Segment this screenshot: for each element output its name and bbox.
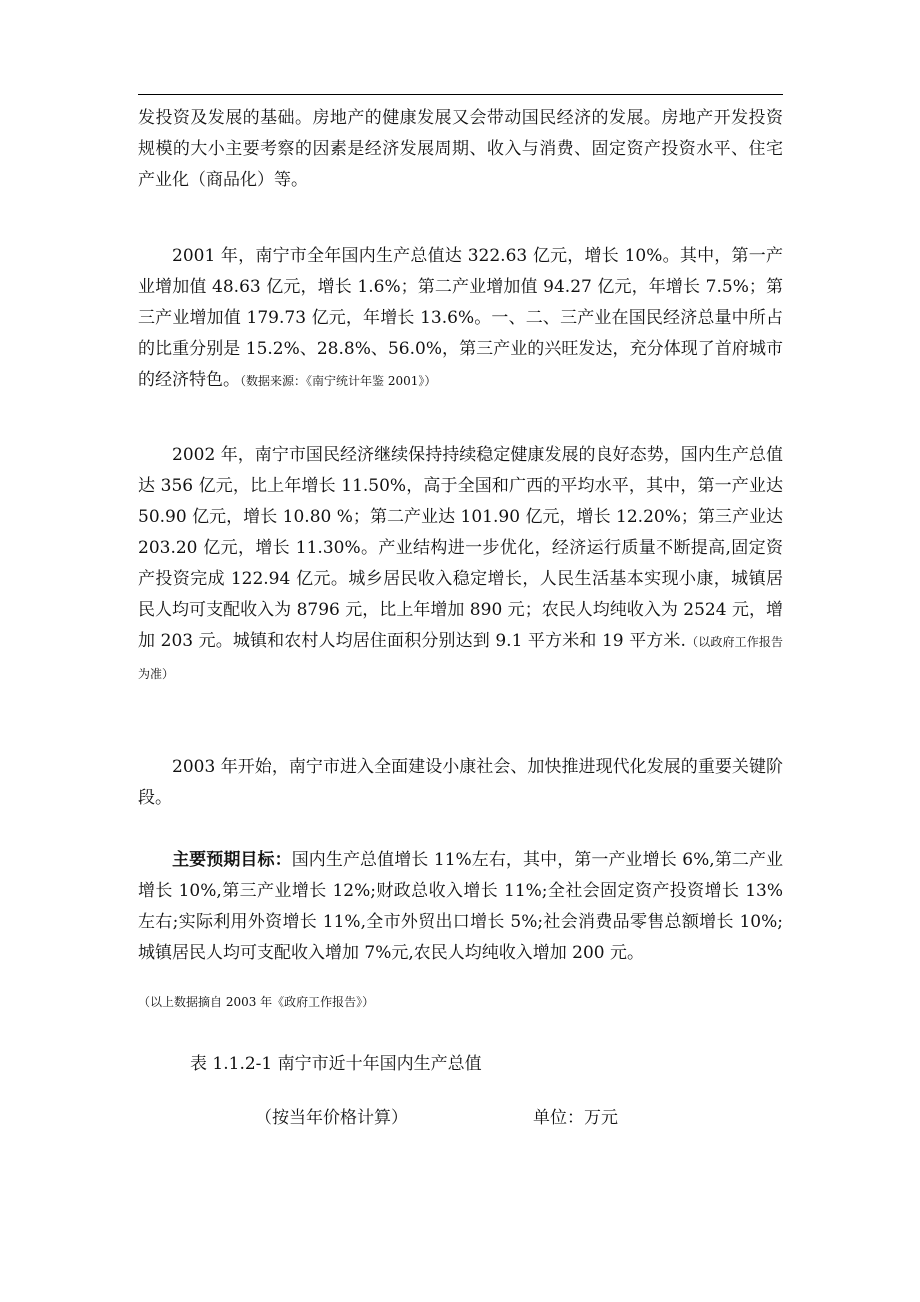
table-caption: 表 1.1.2-1 南宁市近十年国内生产总值 (190, 1054, 482, 1074)
paragraph-2001: 2001 年，南宁市全年国内生产总值达 322.63 亿元，增长 10%。其中，第一产业增加值 48.63 亿元，增长 1.6%；第二产业增加值 94.27 亿元，年增长 7.5%；第三产业增加值 179.73 亿元，年增长 13.6%。一、二、三产业在国民经济总量中所占的比重分别是 15.2%、28.8%、56.0%，第三产业的兴旺发达，充分体现了首府城市的经济特色。（数据来源：《南宁统计年鉴 2001》） (138, 246, 783, 390)
table-unit: 单位：万元 (533, 1108, 618, 1128)
paragraph-2003: 2003 年开始，南宁市进入全面建设小康社会、加快推进现代化发展的重要关键阶段。 (138, 757, 783, 808)
paragraph-targets: 主要预期目标：国内生产总值增长 11%左右，其中，第一产业增长 6%,第二产业增长 10%,第三产业增长 12%;财政总收入增长 11%;全社会固定资产投资增长 13%左右;实际利用外资增长 11%,全市外贸出口增长 5%;社会消费品零售总额增长 10%;城镇居民人均可支配收入增加 7%元,农民人均纯收入增加 200 元。 (138, 850, 784, 963)
note-2002-source: （以政府工作报告为准） (138, 635, 783, 681)
source-note: （以上数据摘自 2003 年《政府工作报告》） (138, 995, 375, 1009)
paragraph-2002: 2002 年，南宁市国民经济继续保持持续稳定健康发展的良好态势，国内生产总值达 356 亿元，比上年增长 11.50%，高于全国和广西的平均水平，其中，第一产业达 50.90 亿元，增长 10.80 %；第二产业达 101.90 亿元，增长 12.20%；第三产业达 203.20 亿元，增长 11.30%。产业结构进一步优化，经济运行质量不断提高,固定资产投资完成 122.94 亿元。城乡居民收入稳定增长，人民生活基本实现小康，城镇居民人均可支配收入为 8796 元，比上年增加 890 元；农民人均纯收入为 2524 元，增加 203 元。城镇和农村人均居住面积分别达到 9.1 平方米和 19 平方米.（以政府工作报告为准） (138, 445, 783, 681)
targets-label: 主要预期目标： (172, 850, 292, 870)
table-basis: （按当年价格计算） (255, 1108, 408, 1128)
note-2001-source: （数据来源：《南宁统计年鉴 2001》） (240, 374, 437, 388)
paragraph-intro: 发投资及发展的基础。房地产的健康发展又会带动国民经济的发展。房地产开发投资规模的大小主要考察的因素是经济发展周期、收入与消费、固定资产投资水平、住宅产业化（商品化）等。 (138, 108, 783, 190)
header-rule (138, 94, 783, 95)
